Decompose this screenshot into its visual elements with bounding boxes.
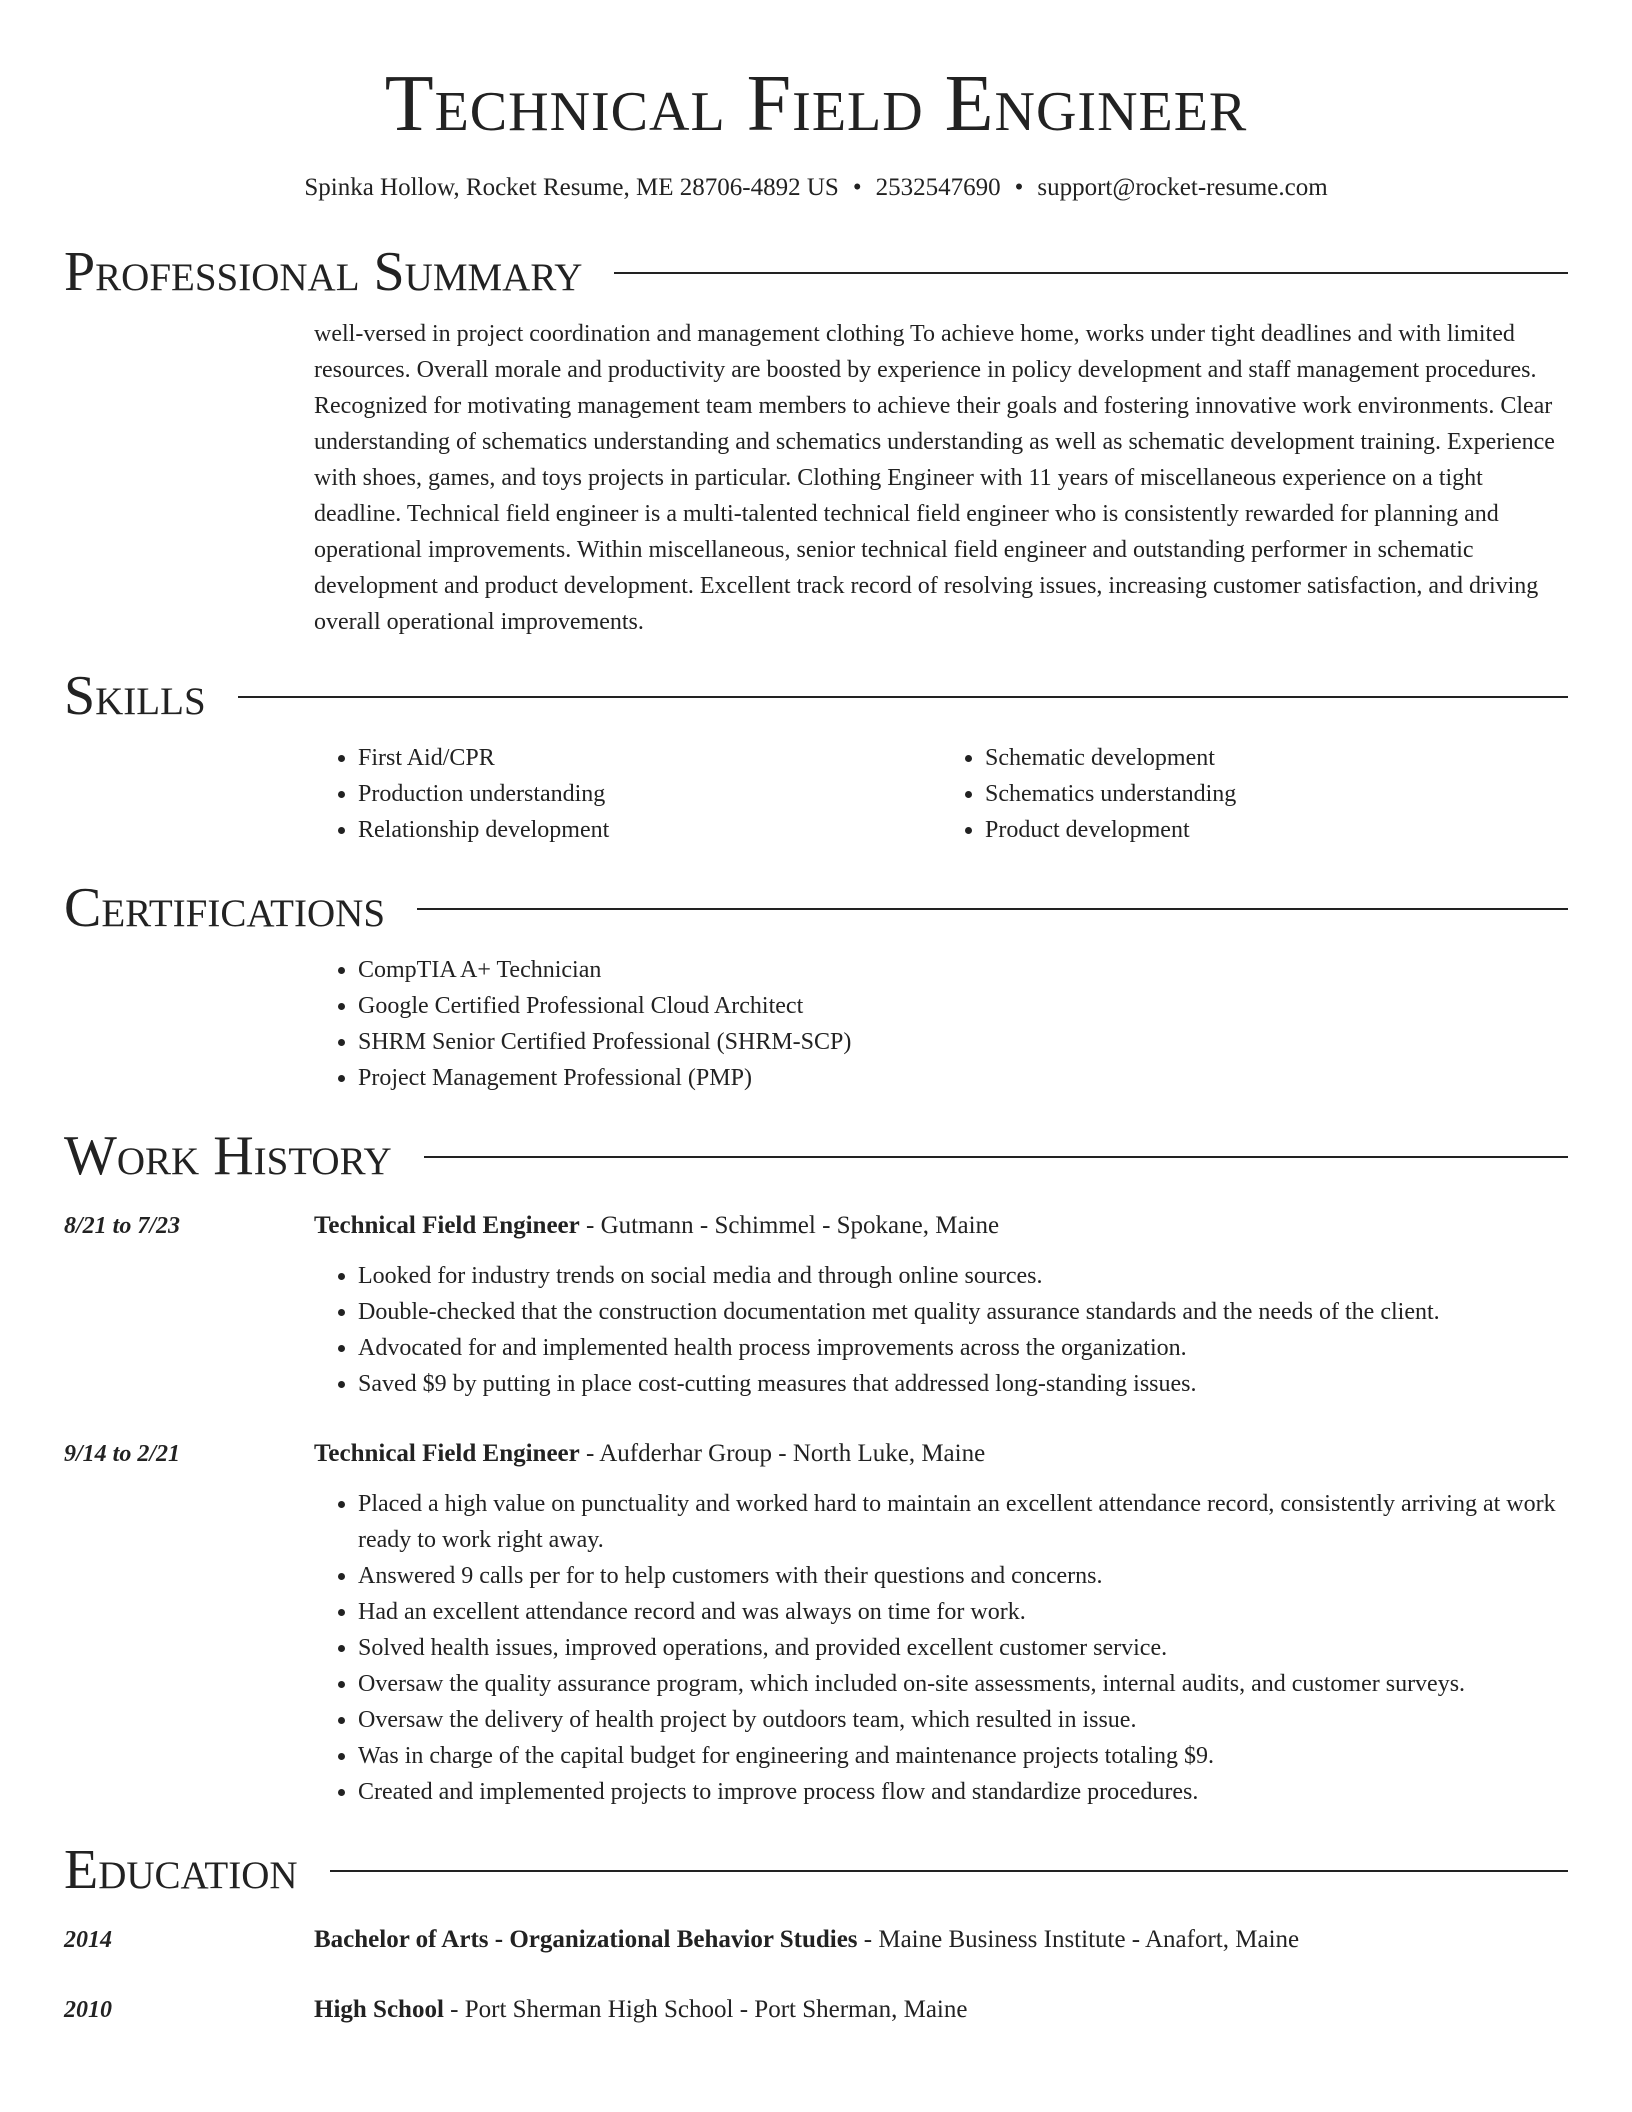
education-year: 2010 xyxy=(64,1997,112,2023)
skills-list-left xyxy=(314,740,941,848)
job-duty: • Created and implemented projects to improve process flow and standardize procedures. xyxy=(358,1774,1568,1810)
work-section-header xyxy=(64,1126,1568,1186)
section-divider xyxy=(330,1870,1568,1872)
skill-item: • Product development xyxy=(985,812,1568,848)
job-duty: • Oversaw the quality assurance program, which included on-site assessments, internal audits, and customer surveys. xyxy=(358,1666,1568,1702)
skill-item: • First Aid/CPR xyxy=(358,740,941,776)
certification-item: • Google Certified Professional Cloud Architect xyxy=(358,988,1568,1024)
job-duty: • Answered 9 calls per for to help customers with their questions and concerns. xyxy=(358,1558,1568,1594)
job-heading-line xyxy=(314,1208,1568,1244)
job-duty: • Looked for industry trends on social media and through online sources. xyxy=(358,1258,1568,1294)
job-employer: - Gutmann - Schimmel - Spokane, Maine xyxy=(579,1212,1000,1239)
skills-heading: Skills xyxy=(64,665,206,727)
job-dates: 9/14 to 2/21 xyxy=(64,1441,181,1467)
summary-text: well-versed in project coordination and management clothing To achieve home, works under tight deadlines and with limited resources. Overall morale and productivity are boosted by experience in policy development and staff management procedures. Recognized for motivating management team members to achieve their goals and fostering innovative work environments. Clear understanding of schematics understanding and schematics understanding as well as schematic development training. Experience with shoes, games, and toys projects in particular. Clothing Engineer with 11 years of miscellaneous experience on a tight deadline. Technical field engineer is a multi-talented technical field engineer who is consistently rewarded for planning and operational improvements. Within miscellaneous, senior technical field engineer and outstanding performer in schematic development and product development. Excellent track record of resolving issues, increasing customer satisfaction, and driving overall operational improvements. xyxy=(314,321,1555,635)
education-line xyxy=(314,1992,1568,2028)
job-duty: • Saved $9 by putting in place cost-cutting measures that addressed long-standing issues. xyxy=(358,1366,1568,1402)
contact-line xyxy=(64,172,1568,204)
section-divider xyxy=(417,908,1568,910)
education-entry xyxy=(64,1992,1568,2028)
education-degree: Bachelor of Arts - Organizational Behavior Studies xyxy=(314,1926,858,1953)
section-divider xyxy=(614,272,1568,274)
education-body xyxy=(314,1992,1568,2028)
skills-section xyxy=(314,726,1568,848)
contact-phone: 2532547690 xyxy=(875,174,1001,201)
job-title: Technical Field Engineer xyxy=(314,1440,580,1467)
education-degree: High School xyxy=(314,1996,444,2023)
job-entry xyxy=(64,1436,1568,1810)
resume-page xyxy=(64,0,1568,2028)
job-duty: • Oversaw the delivery of health project by outdoors team, which resulted in issue. xyxy=(358,1702,1568,1738)
job-duty: • Advocated for and implemented health process improvements across the organization. xyxy=(358,1330,1568,1366)
certifications-list xyxy=(314,952,1568,1096)
education-heading: Education xyxy=(64,1839,298,1901)
job-entry xyxy=(64,1208,1568,1402)
certifications-section xyxy=(314,952,1568,1096)
job-duty: • Double-checked that the construction documentation met quality assurance standards and the needs of the client. xyxy=(358,1294,1568,1330)
job-employer: - Aufderhar Group - North Luke, Maine xyxy=(579,1440,986,1467)
education-school: - Maine Business Institute - Anafort, Maine xyxy=(857,1926,1300,1953)
summary-heading: Professional Summary xyxy=(64,241,583,303)
job-duty: • Placed a high value on punctuality and worked hard to maintain an excellent attendance record, consistently arriving at work ready to work right away. xyxy=(358,1486,1568,1558)
skill-item: • Schematic development xyxy=(985,740,1568,776)
contact-separator: • xyxy=(852,174,862,201)
education-line xyxy=(314,1922,1568,1958)
skill-item: • Relationship development xyxy=(358,812,941,848)
job-duties-list xyxy=(314,1486,1568,1810)
skill-item: • Production understanding xyxy=(358,776,941,812)
certification-item: • SHRM Senior Certified Professional (SHRM-SCP) xyxy=(358,1024,1568,1060)
summary-section-header xyxy=(64,242,1568,302)
education-section xyxy=(64,1922,1568,2028)
job-duty: • Solved health issues, improved operations, and provided excellent customer service. xyxy=(358,1630,1568,1666)
resume-title: Technical Field Engineer xyxy=(384,60,1248,148)
job-duty: • Was in charge of the capital budget for engineering and maintenance projects totaling $9. xyxy=(358,1738,1568,1774)
skill-item: • Schematics understanding xyxy=(985,776,1568,812)
job-body xyxy=(314,1436,1568,1810)
summary-section xyxy=(314,316,1568,640)
contact-email[interactable]: support@rocket-resume.com xyxy=(1037,174,1328,201)
certification-item: • CompTIA A+ Technician xyxy=(358,952,1568,988)
contact-separator: • xyxy=(1014,174,1024,201)
certifications-heading: Certifications xyxy=(64,877,386,939)
certifications-section-header xyxy=(64,878,1568,938)
education-school: - Port Sherman High School - Port Sherman, Maine xyxy=(443,1996,968,2023)
section-divider xyxy=(238,696,1568,698)
education-year: 2014 xyxy=(64,1927,112,1953)
job-duty: • Had an excellent attendance record and was always on time for work. xyxy=(358,1594,1568,1630)
education-body xyxy=(314,1922,1568,1958)
work-heading: Work History xyxy=(64,1125,392,1187)
section-divider xyxy=(424,1156,1568,1158)
job-dates: 8/21 to 7/23 xyxy=(64,1213,181,1239)
work-section xyxy=(64,1208,1568,1810)
job-heading-line xyxy=(314,1436,1568,1472)
skills-section-header xyxy=(64,666,1568,726)
skills-list-right xyxy=(941,740,1568,848)
job-title: Technical Field Engineer xyxy=(314,1212,580,1239)
education-entry xyxy=(64,1922,1568,1958)
contact-address: Spinka Hollow, Rocket Resume, ME 28706-4892 US xyxy=(304,174,839,201)
certification-item: • Project Management Professional (PMP) xyxy=(358,1060,1568,1096)
job-duties-list xyxy=(314,1258,1568,1402)
job-body xyxy=(314,1208,1568,1402)
education-section-header xyxy=(64,1840,1568,1900)
